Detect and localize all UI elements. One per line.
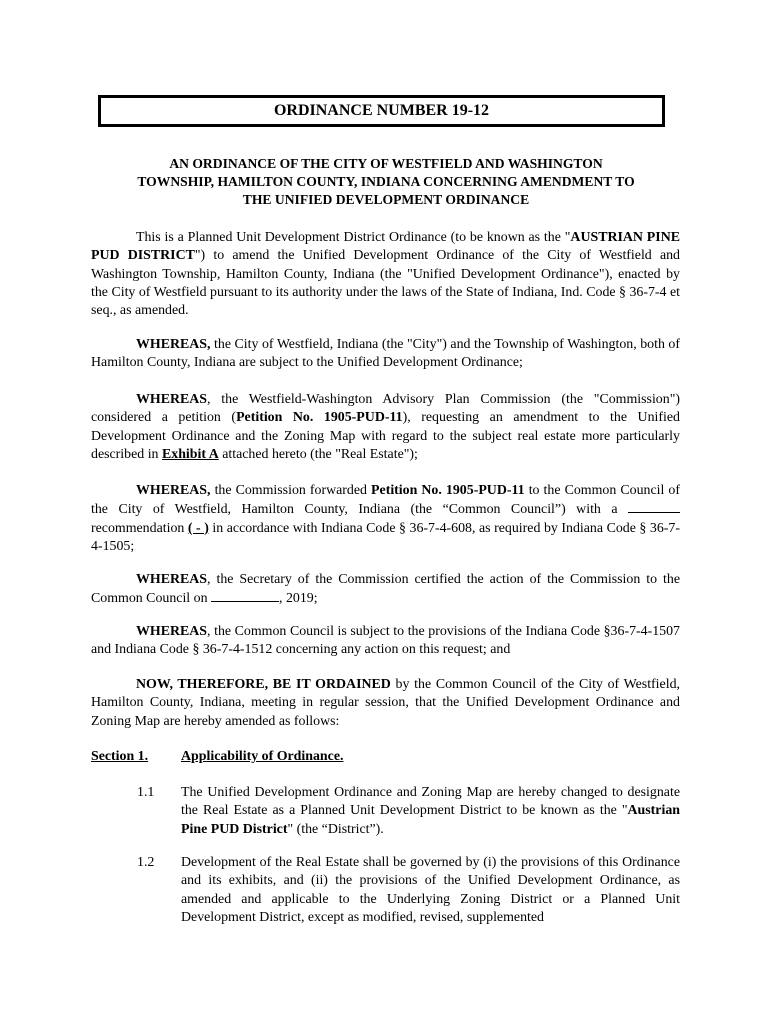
vote-count: ( - ) [187, 520, 209, 536]
section-title: Applicability of Ordinance. [181, 749, 344, 764]
clause-number: 1.2 [137, 855, 155, 870]
date-blank [211, 589, 279, 602]
clause-1-2-text: Development of the Real Estate shall be governed by (i) the provisions of this Ordinance and its exhibits, and (ii) the provisions of the Unified Development Ordinance, as amended and applicable to the Underlying Zoning District or a Planned Unit Development District, except as modified, revised, supplemented [181, 855, 680, 925]
district-name: Austrian Pine PUD District [181, 803, 680, 837]
petition-number: Petition No. 1905-PUD-11 [371, 483, 525, 498]
ordinance-title-box [98, 95, 665, 127]
heading-line-3: THE UNIFIED DEVELOPMENT ORDINANCE [242, 192, 530, 208]
clause-number: 1.1 [137, 785, 155, 800]
whereas-paragraph-3: WHEREAS, the Commission forwarded Petition No. 1905-PUD-11 to the Common Council of the City of Westfield, Hamilton County, Indiana (the “Common Council”) with a recommendation ( - ) in accordance with Indiana Code § 36-7-4-608, as required by Indiana Code § 36-7-4-1505; [91, 483, 680, 554]
ordinance-heading [91, 155, 681, 210]
whereas-paragraph-2: WHEREAS, the Westfield-Washington Advisory Plan Commission (the "Commission") considered a petition (Petition No. 1905-PUD-11), requesting an amendment to the Unified Development Ordinance and the Zoning Map with regard to the subject real estate more particularly described in Exhibit A attached hereto (the "Real Estate"); [91, 392, 680, 462]
petition-number: Petition No. 1905-PUD-11 [236, 410, 403, 426]
heading-line-2: TOWNSHIP, HAMILTON COUNTY, INDIANA CONCERNING AMENDMENT TO [137, 174, 635, 190]
district-name: AUSTRIAN PINE PUD DISTRICT [91, 230, 680, 264]
ordinance-title: ORDINANCE NUMBER 19-12 [273, 102, 490, 119]
whereas-paragraph-1: WHEREAS, the City of Westfield, Indiana (the "City") and the Township of Washington, both of Hamilton County, Indiana are subject to the Unified Development Ordinance; [91, 337, 680, 371]
recommendation-blank [628, 500, 680, 513]
exhibit-reference: Exhibit A [161, 446, 219, 462]
clause-1-1-text: The Unified Development Ordinance and Zoning Map are hereby changed to designate the Real Estate as a Planned Unit Development District to be known as the "Austrian Pine PUD District" (the “District”). [181, 785, 680, 837]
intro-paragraph: This is a Planned Unit Development District Ordinance (to be known as the "AUSTRIAN PINE PUD DISTRICT") to amend the Unified Development Ordinance of the City of Westfield and Washington Township, Hamilton County, Indiana (the "Unified Development Ordinance"), enacted by the City of Westfield pursuant to its authority under the laws of the State of Indiana, Ind. Code § 36-7-4 et seq., as amended. [91, 230, 680, 319]
ordained-paragraph: NOW, THEREFORE, BE IT ORDAINED by the Common Council of the City of Westfield, Hamilton County, Indiana, meeting in regular session, that the Unified Development Ordinance and Zoning Map are hereby amended as follows: [91, 677, 680, 729]
whereas-paragraph-5: WHEREAS, the Common Council is subject to the provisions of the Indiana Code §36-7-4-1507 and Indiana Code § 36-7-4-1512 concerning any action on this request; and [91, 624, 680, 658]
heading-line-1: AN ORDINANCE OF THE CITY OF WESTFIELD AND WASHINGTON [169, 156, 603, 171]
section-number: Section 1. [91, 749, 149, 764]
whereas-paragraph-4: WHEREAS, the Secretary of the Commission certified the action of the Commission to the Common Council on , 2019; [91, 572, 680, 607]
